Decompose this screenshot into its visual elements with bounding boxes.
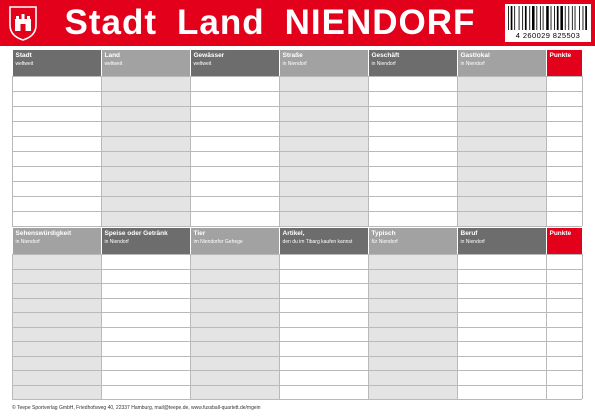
barcode-bar [529, 6, 530, 30]
barcode-bar [522, 6, 523, 30]
bottom-row-line [12, 283, 582, 284]
title-banner [0, 0, 595, 46]
bottom-header-name: Speise oder Getränk [104, 230, 168, 237]
barcode [505, 4, 591, 42]
bottom-row-line [12, 327, 582, 328]
barcode-bar [532, 6, 535, 30]
bottom-column-line [582, 254, 583, 399]
top-header-name: Land [104, 52, 121, 59]
top-column-line [12, 76, 13, 226]
bottom-row-line [12, 370, 582, 371]
barcode-bar [536, 6, 537, 30]
top-row-line [12, 136, 582, 137]
bottom-column-line [457, 254, 458, 399]
bottom-column-line [279, 254, 280, 399]
bottom-header-sub: in Niendorf [460, 239, 485, 245]
bottom-header-6 [547, 228, 582, 254]
top-header-4 [369, 50, 457, 76]
footer-copyright: © Teepe Sportverlag GmbH, Friedhofsweg 40, 22337 Hamburg, mail@teepe.de, www.fussball-quartett.de/mgein [12, 405, 261, 411]
top-column-line [279, 76, 280, 226]
title-word-land: Land [177, 3, 265, 42]
barcode-bar [560, 6, 563, 30]
bottom-row-line [12, 341, 582, 342]
bottom-header-sub: in Niendorf [15, 239, 40, 245]
barcode-bar [543, 6, 544, 30]
barcode-bar [554, 6, 555, 30]
bottom-header-name: Typisch [371, 230, 396, 237]
bottom-header-name: Sehenswürdigkeit [15, 230, 72, 237]
top-column-line [368, 76, 369, 226]
barcode-bar [568, 6, 569, 30]
barcode-bar [585, 6, 587, 30]
top-column-line [190, 76, 191, 226]
barcode-bar [579, 6, 580, 30]
top-header-name: Gastlokal [460, 52, 490, 59]
barcode-bar [525, 6, 527, 30]
bottom-row-line [12, 356, 582, 357]
top-row-line [12, 91, 582, 92]
bottom-column-line [101, 254, 102, 399]
barcode-bar [565, 6, 566, 30]
barcode-bar [546, 6, 549, 30]
bottom-row-line [12, 399, 582, 400]
bottom-table-body [12, 254, 582, 399]
top-row-line [12, 166, 582, 167]
bottom-column-line [190, 254, 191, 399]
barcode-bar [514, 6, 515, 30]
barcode-bar [572, 6, 573, 30]
barcode-bar [540, 6, 541, 30]
title-word-niendorf: NIENDORF [284, 3, 476, 42]
bottom-header-sub: in Niendorf [104, 239, 129, 245]
bottom-header-sub: den du im Tibarg kaufen kannst [282, 239, 353, 245]
bottom-column-line [368, 254, 369, 399]
top-header-3 [280, 50, 368, 76]
bottom-row-line [12, 312, 582, 313]
top-header-name: Punkte [549, 52, 572, 59]
top-row-line [12, 211, 582, 212]
top-column-line [546, 76, 547, 226]
bottom-header-5 [458, 228, 546, 254]
bottom-header-2 [191, 228, 279, 254]
barcode-bar [583, 6, 584, 30]
bottom-row-line [12, 254, 582, 255]
top-header-sub: in Niendorf [371, 61, 396, 67]
hamburg-crest-icon [8, 5, 38, 41]
bottom-column-line [546, 254, 547, 399]
bottom-header-name: Tier [193, 230, 206, 237]
top-row-line [12, 151, 582, 152]
top-table-body [12, 76, 582, 226]
top-row-line [12, 181, 582, 182]
top-table [12, 50, 582, 226]
barcode-bar [508, 6, 509, 30]
top-header-2 [191, 50, 279, 76]
top-row-line [12, 121, 582, 122]
top-header-5 [458, 50, 546, 76]
bottom-row-line [12, 298, 582, 299]
top-column-line [457, 76, 458, 226]
top-header-6 [547, 50, 582, 76]
top-header-0 [13, 50, 101, 76]
bottom-row-line [12, 385, 582, 386]
bottom-header-sub: im Niendorfer Gehege [193, 239, 243, 245]
top-column-line [582, 76, 583, 226]
bottom-table [12, 228, 582, 400]
top-header-name: Straße [282, 52, 303, 59]
top-column-line [101, 76, 102, 226]
barcode-bars [508, 6, 588, 30]
barcode-bar [557, 6, 559, 30]
bottom-header-row [12, 228, 582, 254]
barcode-number: 4 260029 825503 [515, 31, 581, 40]
barcode-bar [551, 6, 552, 30]
top-row-line [12, 226, 582, 227]
barcode-bar [519, 6, 520, 30]
bottom-header-4 [369, 228, 457, 254]
top-header-name: Geschäft [371, 52, 400, 59]
bottom-header-0 [13, 228, 101, 254]
top-header-row [12, 50, 582, 76]
bottom-header-sub: für Niendorf [371, 239, 398, 245]
bottom-header-name: Beruf [460, 230, 478, 237]
top-row-line [12, 76, 582, 77]
top-header-1 [102, 50, 190, 76]
top-header-name: Stadt [15, 52, 32, 59]
bottom-row-line [12, 269, 582, 270]
top-header-sub: weltweit [193, 61, 212, 67]
bottom-header-name: Punkte [549, 230, 572, 237]
top-header-sub: in Niendorf [460, 61, 485, 67]
top-header-name: Gewässer [193, 52, 225, 59]
bottom-column-line [12, 254, 13, 399]
top-header-sub: weltweit [104, 61, 123, 67]
bottom-header-3 [280, 228, 368, 254]
top-row-line [12, 106, 582, 107]
top-header-sub: weltweit [15, 61, 34, 67]
top-row-line [12, 196, 582, 197]
title-word-stadt: Stadt [64, 3, 158, 42]
top-header-sub: in Niendorf [282, 61, 307, 67]
barcode-bar [575, 6, 576, 30]
page-title [50, 2, 490, 44]
barcode-bar [511, 6, 513, 30]
bottom-header-1 [102, 228, 190, 254]
bottom-header-name: Artikel, [282, 230, 305, 237]
